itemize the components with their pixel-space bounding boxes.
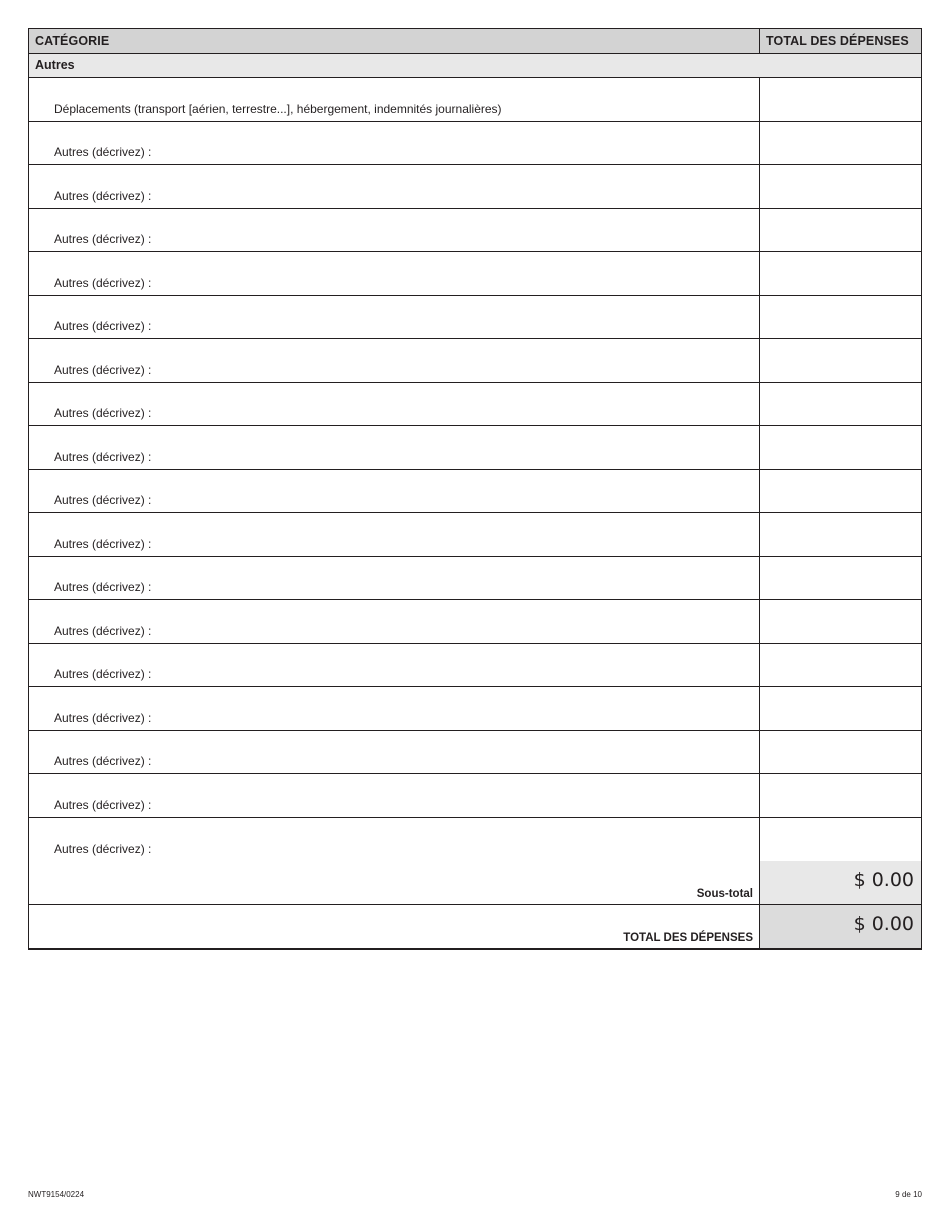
grand-total-row [29,905,921,949]
grand-total-label: TOTAL DES DÉPENSES [29,905,760,949]
row-label: Autres (décrivez) : [29,165,760,208]
row-amount-cell [760,383,921,426]
subtotal-row [29,861,921,905]
page-number: 9 de 10 [895,1190,922,1199]
row-label: Autres (décrivez) : [29,557,760,600]
expenses-table [28,28,922,950]
row-label: Autres (décrivez) : [29,383,760,426]
header-total: TOTAL DES DÉPENSES [766,34,909,48]
row-amount-cell [760,165,921,208]
row-amount-cell [760,209,921,252]
row-amount-cell [760,252,921,295]
table-row [29,774,921,818]
row-label: Autres (décrivez) : [29,818,760,862]
table-row [29,252,921,296]
row-label: Autres (décrivez) : [29,600,760,643]
table-row [29,426,921,470]
row-amount-cell [760,644,921,687]
row-amount-cell [760,687,921,730]
row-amount-cell [760,600,921,643]
row-label: Autres (décrivez) : [29,513,760,556]
row-label: Autres (décrivez) : [29,252,760,295]
row-label: Autres (décrivez) : [29,644,760,687]
section-title: Autres [29,54,921,78]
row-label: Autres (décrivez) : [29,426,760,469]
table-row [29,687,921,731]
amount-input[interactable] [760,383,925,428]
header-category: CATÉGORIE [29,29,760,53]
row-amount-cell [760,426,921,469]
table-row [29,296,921,340]
table-header [29,29,921,54]
row-label: Autres (décrivez) : [29,296,760,339]
amount-input[interactable] [760,78,925,123]
subtotal-label: Sous-total [29,861,760,904]
table-row [29,731,921,775]
table-row [29,122,921,166]
amount-input[interactable] [760,209,925,254]
amount-input[interactable] [760,513,925,558]
table-row [29,470,921,514]
table-row [29,339,921,383]
subtotal-value: $ 0.00 [760,861,921,904]
table-row [29,644,921,688]
row-amount-cell [760,557,921,600]
amount-input[interactable] [760,470,925,515]
row-amount-cell [760,513,921,556]
amount-input[interactable] [760,774,925,819]
amount-input[interactable] [760,644,925,689]
amount-input[interactable] [760,339,925,384]
amount-input[interactable] [760,122,925,167]
row-amount-cell [760,774,921,817]
amount-input[interactable] [760,600,925,645]
row-label: Autres (décrivez) : [29,774,760,817]
table-row [29,209,921,253]
amount-input[interactable] [760,252,925,297]
row-label: Autres (décrivez) : [29,209,760,252]
row-amount-cell [760,339,921,382]
row-label: Autres (décrivez) : [29,122,760,165]
row-amount-cell [760,296,921,339]
amount-input[interactable] [760,731,925,776]
row-label: Autres (décrivez) : [29,339,760,382]
row-amount-cell [760,470,921,513]
grand-total-value: $ 0.00 [760,905,921,949]
table-row [29,557,921,601]
row-amount-cell [760,818,921,862]
amount-input[interactable] [760,165,925,210]
amount-input[interactable] [760,426,925,471]
row-label: Autres (décrivez) : [29,731,760,774]
table-row [29,818,921,862]
table-row [29,383,921,427]
row-label: Autres (décrivez) : [29,687,760,730]
row-amount-cell [760,122,921,165]
amount-input[interactable] [760,687,925,732]
amount-input[interactable] [760,818,925,864]
table-row [29,513,921,557]
row-amount-cell [760,78,921,121]
table-row [29,78,921,122]
table-row [29,165,921,209]
row-label: Déplacements (transport [aérien, terrestre...], hébergement, indemnités journalières) [29,78,760,121]
table-row [29,600,921,644]
amount-input[interactable] [760,296,925,341]
row-label: Autres (décrivez) : [29,470,760,513]
amount-input[interactable] [760,557,925,602]
form-code: NWT9154/0224 [28,1190,85,1199]
row-amount-cell [760,731,921,774]
